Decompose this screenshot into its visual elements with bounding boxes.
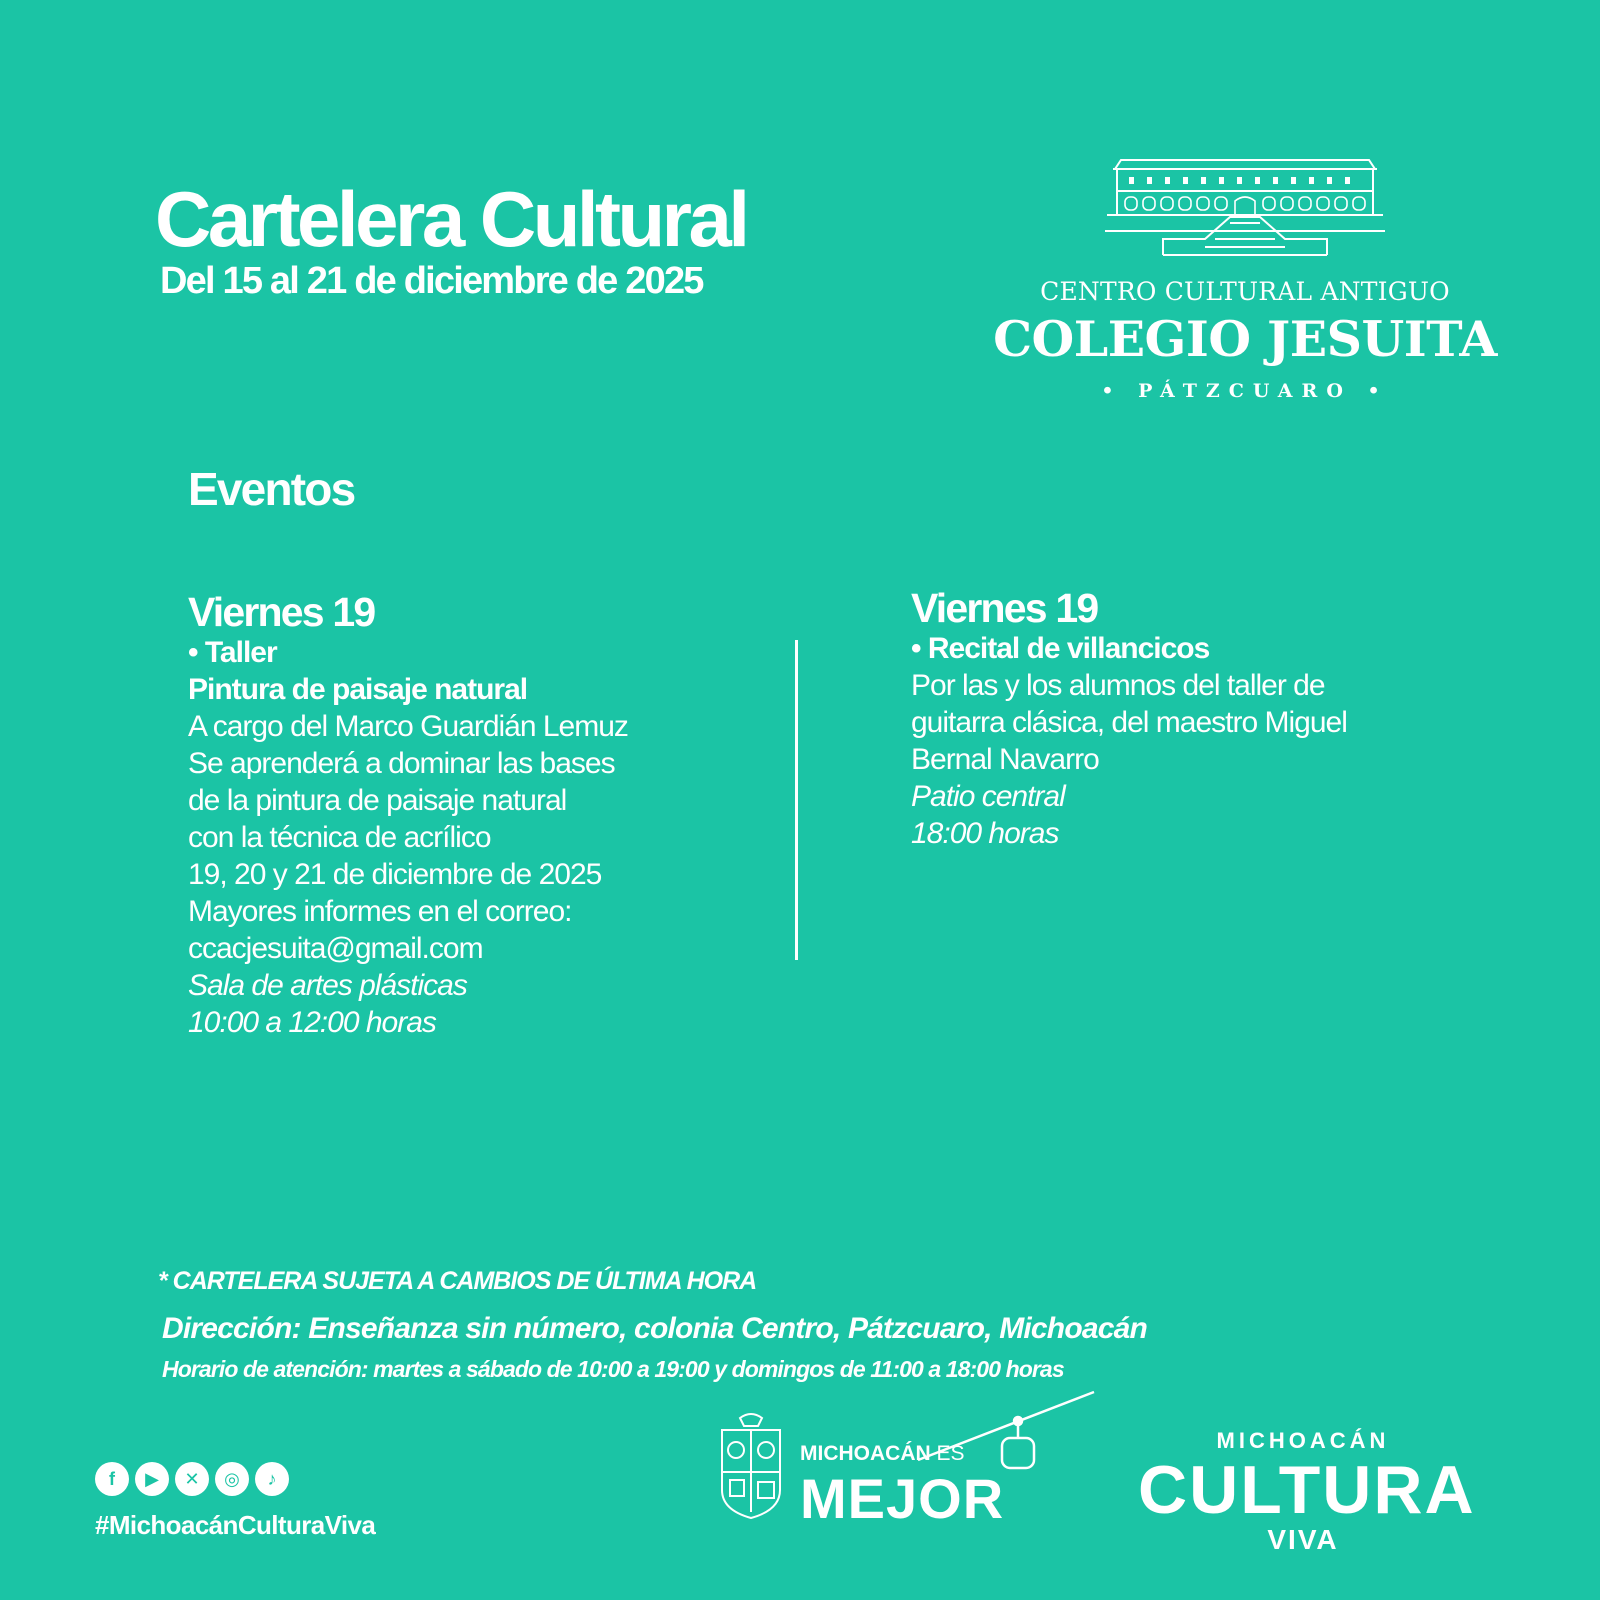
section-title: Eventos (188, 463, 355, 515)
cultura-logo-main: CULTURA (1138, 1452, 1476, 1528)
page-subtitle: Del 15 al 21 de diciembre de 2025 (160, 260, 703, 302)
michoacan-es-mejor-logo (718, 1390, 1098, 1540)
michoacan-cultura-viva-logo (1138, 1420, 1476, 1555)
event-day: Viernes 19 (911, 585, 1098, 631)
event-detail: Por las y los alumnos del taller de (911, 669, 1325, 702)
youtube-icon[interactable]: ▶ (135, 1462, 169, 1496)
event-time: 10:00 a 12:00 horas (188, 1006, 436, 1039)
venue-logo-line2: COLEGIO JESUITA (993, 310, 1497, 368)
gov-logo-top: MICHOACÁN ES (800, 1442, 965, 1465)
disclaimer-note: * CARTELERA SUJETA A CAMBIOS DE ÚLTIMA HORA (158, 1267, 757, 1295)
event-day: Viernes 19 (188, 589, 375, 635)
event-type: • Taller (188, 636, 277, 669)
event-detail: Bernal Navarro (911, 743, 1099, 776)
x-icon[interactable]: ✕ (175, 1462, 209, 1496)
venue-logo-line3: • PÁTZCUARO • (1101, 380, 1389, 402)
event-type: • Recital de villancicos (911, 632, 1210, 665)
venue-logo (990, 155, 1500, 405)
hours-text: Horario de atención: martes a sábado de 10:00 a 19:00 y domingos de 11:00 a 18:00 horas (162, 1356, 1064, 1382)
page-title: Cartelera Cultural (155, 175, 747, 263)
event-card (188, 590, 628, 1041)
cable-car-icon (898, 1390, 1098, 1490)
event-time: 18:00 horas (911, 817, 1059, 850)
event-email: ccacjesuita@gmail.com (188, 932, 483, 965)
building-icon (1105, 155, 1385, 260)
event-detail: Se aprenderá a dominar las bases (188, 747, 615, 780)
event-detail: 19, 20 y 21 de diciembre de 2025 (188, 858, 602, 891)
event-detail: con la técnica de acrílico (188, 821, 491, 854)
coat-of-arms-icon (718, 1412, 784, 1522)
gov-logo-main: MEJOR (800, 1467, 1005, 1530)
event-place: Patio central (911, 780, 1065, 813)
cultura-logo-bottom: VIVA (1267, 1524, 1339, 1555)
instagram-icon[interactable]: ◎ (215, 1462, 249, 1496)
event-place: Sala de artes plásticas (188, 969, 467, 1002)
cultura-logo-top: MICHOACÁN (1216, 1428, 1390, 1453)
address-text: Dirección: Enseñanza sin número, colonia Centro, Pátzcuaro, Michoacán (162, 1312, 1148, 1345)
social-icons (95, 1462, 289, 1496)
hashtag: #MichoacánCulturaViva (95, 1510, 376, 1540)
event-name: Pintura de paisaje natural (188, 673, 528, 706)
tiktok-icon[interactable]: ♪ (255, 1462, 289, 1496)
event-detail: de la pintura de paisaje natural (188, 784, 567, 817)
facebook-icon[interactable]: f (95, 1462, 129, 1496)
event-detail: A cargo del Marco Guardián Lemuz (188, 710, 628, 743)
event-detail: Mayores informes en el correo: (188, 895, 572, 928)
venue-logo-line1: CENTRO CULTURAL ANTIGUO (1040, 277, 1450, 306)
column-divider (795, 640, 798, 960)
event-detail: guitarra clásica, del maestro Miguel (911, 706, 1347, 739)
event-card (911, 586, 1347, 852)
